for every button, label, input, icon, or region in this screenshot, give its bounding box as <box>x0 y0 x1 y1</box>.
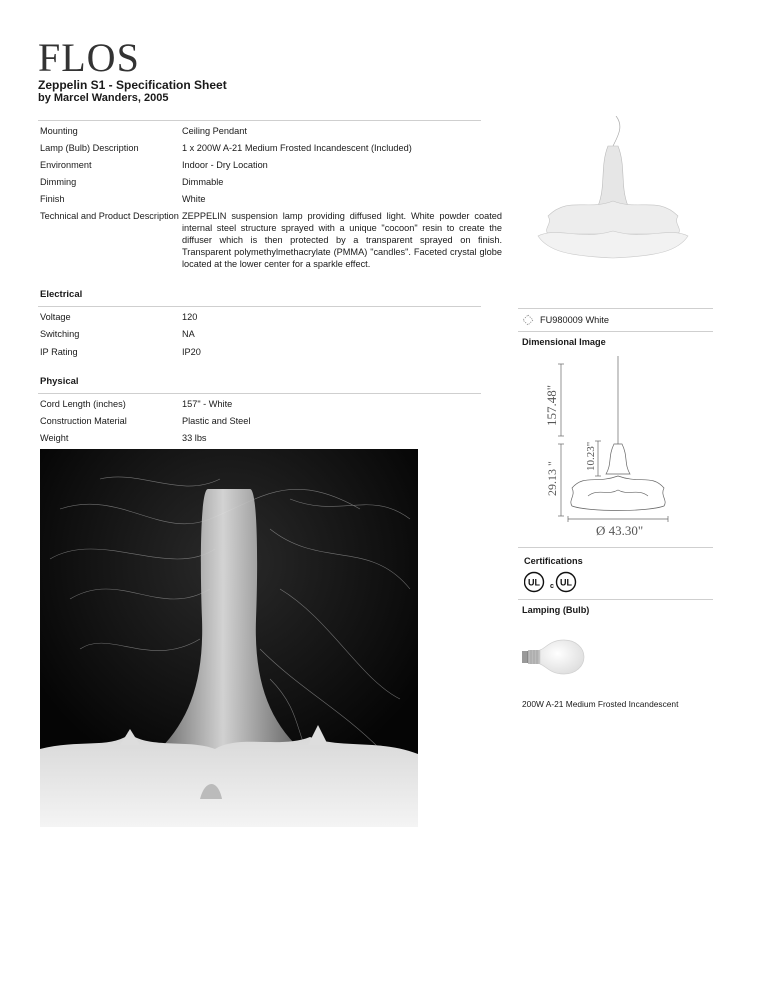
section-heading-dimensional: Dimensional Image <box>522 337 606 347</box>
spec-value: Plastic and Steel <box>182 416 251 426</box>
section-heading-electrical: Electrical <box>40 289 83 300</box>
divider <box>38 306 481 307</box>
sku-label: FU980009 White <box>540 315 609 325</box>
spec-value: White <box>182 194 206 204</box>
cert-ul-text: UL <box>528 577 540 588</box>
spec-label: Dimming <box>40 177 77 187</box>
divider <box>38 393 481 394</box>
spec-label: Finish <box>40 194 65 204</box>
section-heading-physical: Physical <box>40 376 79 387</box>
spec-value: ZEPPELIN suspension lamp providing diffused light. White powder coated internal steel structure sprayed with a unique "cocoon" resin to create the diffuser which is then protected by a transparent sprayed on finish. Transparent polymethylmethacrylate (PMMA) "candles". Faceted crystal globe located at the lower center for a sparkle effect. <box>182 211 502 269</box>
spec-value: 1 x 200W A-21 Medium Frosted Incandescent (Included) <box>182 143 412 153</box>
divider <box>518 599 713 600</box>
dimensional-drawing-illustration <box>528 356 698 541</box>
divider <box>518 308 713 309</box>
spec-label: Mounting <box>40 126 78 136</box>
page-title: Zeppelin S1 - Specification Sheet <box>38 78 227 92</box>
spec-value: NA <box>182 329 195 339</box>
cert-ul-text-2: UL <box>560 577 572 588</box>
spec-label: Switching <box>40 329 80 339</box>
spec-value: 120 <box>182 312 198 322</box>
lamp-caption: 200W A-21 Medium Frosted Incandescent <box>522 699 679 709</box>
spec-label: Voltage <box>40 312 71 322</box>
spec-value: Dimmable <box>182 177 224 187</box>
divider <box>518 331 713 332</box>
spec-label: IP Rating <box>40 347 78 357</box>
spec-value: IP20 <box>182 347 201 357</box>
divider <box>518 547 713 548</box>
spec-value: Indoor - Dry Location <box>182 160 268 170</box>
product-photo <box>40 449 418 827</box>
spec-label: Technical and Product Description <box>40 211 179 221</box>
spec-label: Construction Material <box>40 416 127 426</box>
spec-value: 33 lbs <box>182 433 207 443</box>
dimension-height: 29.13 " <box>545 461 559 496</box>
sku-item <box>522 314 609 326</box>
dimension-body: 10.23" <box>585 441 597 471</box>
designer-byline: by Marcel Wanders, 2005 <box>38 92 169 104</box>
section-heading-lamping: Lamping (Bulb) <box>522 605 590 615</box>
dotted-diamond-icon <box>522 314 534 326</box>
spec-value: Ceiling Pendant <box>182 126 247 136</box>
dimension-cord: 157.48" <box>544 384 559 426</box>
spec-value: 157" - White <box>182 399 233 409</box>
dimension-diameter: Ø 43.30" <box>596 523 644 538</box>
section-heading-certifications: Certifications <box>524 556 583 566</box>
dimensional-drawing <box>528 356 698 541</box>
spec-label: Cord Length (inches) <box>40 399 126 409</box>
light-bulb-icon <box>520 636 586 678</box>
product-photo-illustration <box>40 449 418 827</box>
product-thumbnail-illustration <box>528 116 698 276</box>
spec-label: Lamp (Bulb) Description <box>40 143 139 153</box>
spec-label: Environment <box>40 160 92 170</box>
flos-logo: FLOS <box>38 35 140 80</box>
product-thumbnail <box>528 116 698 276</box>
ul-certification-icon <box>524 571 580 593</box>
cert-c-text: c <box>550 583 554 590</box>
divider <box>38 120 481 121</box>
spec-label: Weight <box>40 433 69 443</box>
